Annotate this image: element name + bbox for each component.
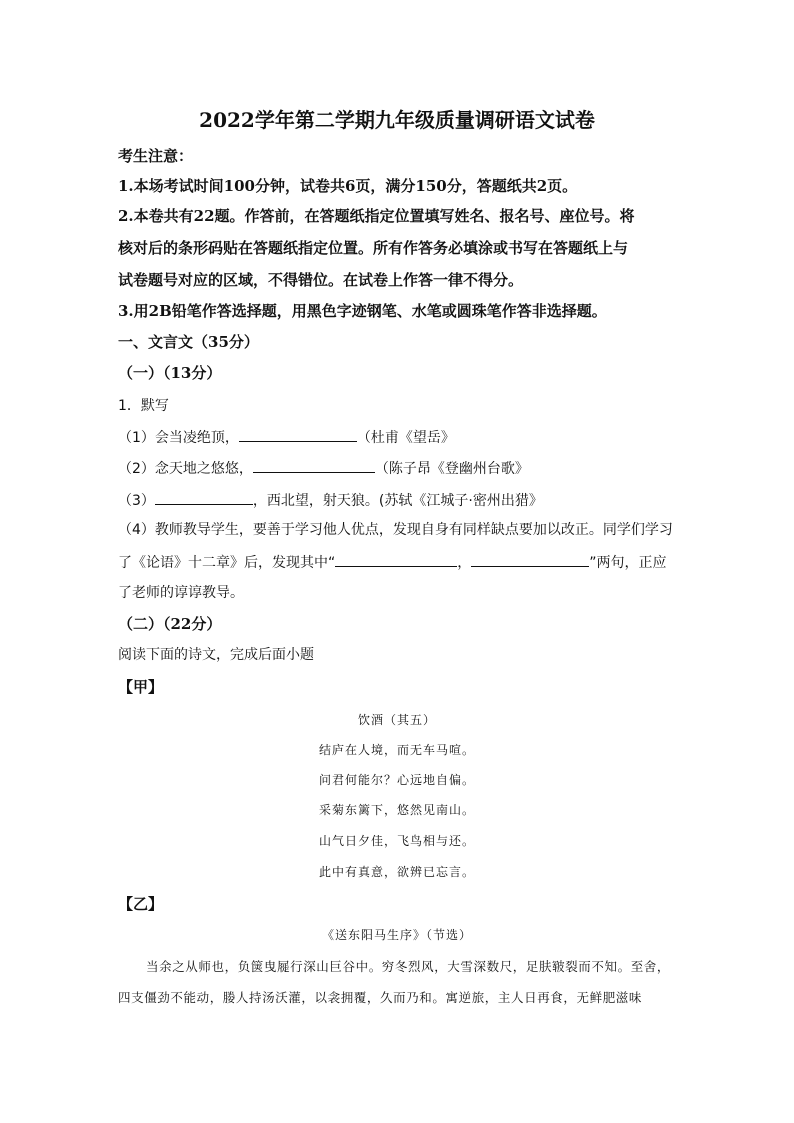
notice-item: 核对后的条形码贴在答题纸指定位置。所有作答务必填涂或书写在答题纸上与 (118, 239, 629, 257)
notice-item: 2.本卷共有22题。作答前，在答题纸指定位置填写姓名、报名号、座位号。将 (118, 207, 635, 225)
answer-blank[interactable] (471, 551, 589, 567)
dictation-item-4-line3: 了老师的谆谆教导。 (118, 585, 244, 601)
notice-item: 试卷题号对应的区域，不得错位。在试卷上作答一律不得分。 (118, 271, 524, 289)
prose-line: 当余之从师也，负箧曳屣行深山巨谷中。穷冬烈风，大雪深数尺，足肤皲裂而不知。至舍， (146, 959, 671, 974)
answer-blank[interactable] (335, 551, 457, 567)
answer-blank[interactable] (239, 426, 357, 442)
poem-line: 此中有真意，欲辨已忘言。 (318, 865, 475, 879)
notice-item: 1.本场考试时间100分钟，试卷共6页，满分150分，答题纸共2页。 (118, 177, 578, 195)
poem-line: 山气日夕佳，飞鸟相与还。 (318, 834, 475, 848)
prose-title: 《送东阳马生序》（节选） (321, 928, 472, 942)
answer-blank[interactable] (253, 457, 375, 473)
dictation-item: （1）会当凌绝顶， （杜甫《望岳》 (118, 426, 455, 448)
dictation-item: （3） ，西北望，射天狼。(苏轼《江城子·密州出猎》 (118, 489, 543, 511)
page-title: 2022学年第二学期九年级质量调研语文试卷 (199, 108, 595, 132)
poem-line: 采菊东篱下，悠然见南山。 (318, 803, 475, 817)
dictation-item-4-line1: （4）教师教导学生，要善于学习他人优点，发现自身有同样缺点要加以改正。同学们学习 (118, 522, 673, 538)
question-label: 1．默写 (118, 398, 169, 414)
prose-line: 四支僵劲不能动，媵人持汤沃灌，以衾拥覆，久而乃和。寓逆旅，主人日再食，无鲜肥滋味 (118, 990, 643, 1005)
passage-label-yi: 【乙】 (118, 895, 164, 913)
dictation-item-4-line2: 了《论语》十二章》后，发现其中“ ， ”两句，正应 (118, 551, 667, 573)
dictation-item: （2）念天地之悠悠， （陈子昂《登幽州台歌》 (118, 457, 529, 479)
part-heading: （一）（13分） (118, 364, 222, 382)
poem-line: 结庐在人境，而无车马喧。 (318, 743, 475, 757)
notice-item: 3.用2B铅笔作答选择题，用黑色字迹钢笔、水笔或圆珠笔作答非选择题。 (118, 302, 607, 320)
passage-label-jia: 【甲】 (118, 678, 164, 696)
reading-instruction: 阅读下面的诗文，完成后面小题 (118, 647, 314, 663)
notice-heading: 考生注意： (118, 147, 194, 165)
section-heading: 一、文言文（35分） (118, 333, 259, 351)
answer-blank[interactable] (155, 489, 253, 505)
poem-title: 饮酒（其五） (357, 713, 436, 727)
poem-line: 问君何能尔？心远地自偏。 (318, 773, 475, 787)
part-heading: （二）（22分） (118, 615, 222, 633)
